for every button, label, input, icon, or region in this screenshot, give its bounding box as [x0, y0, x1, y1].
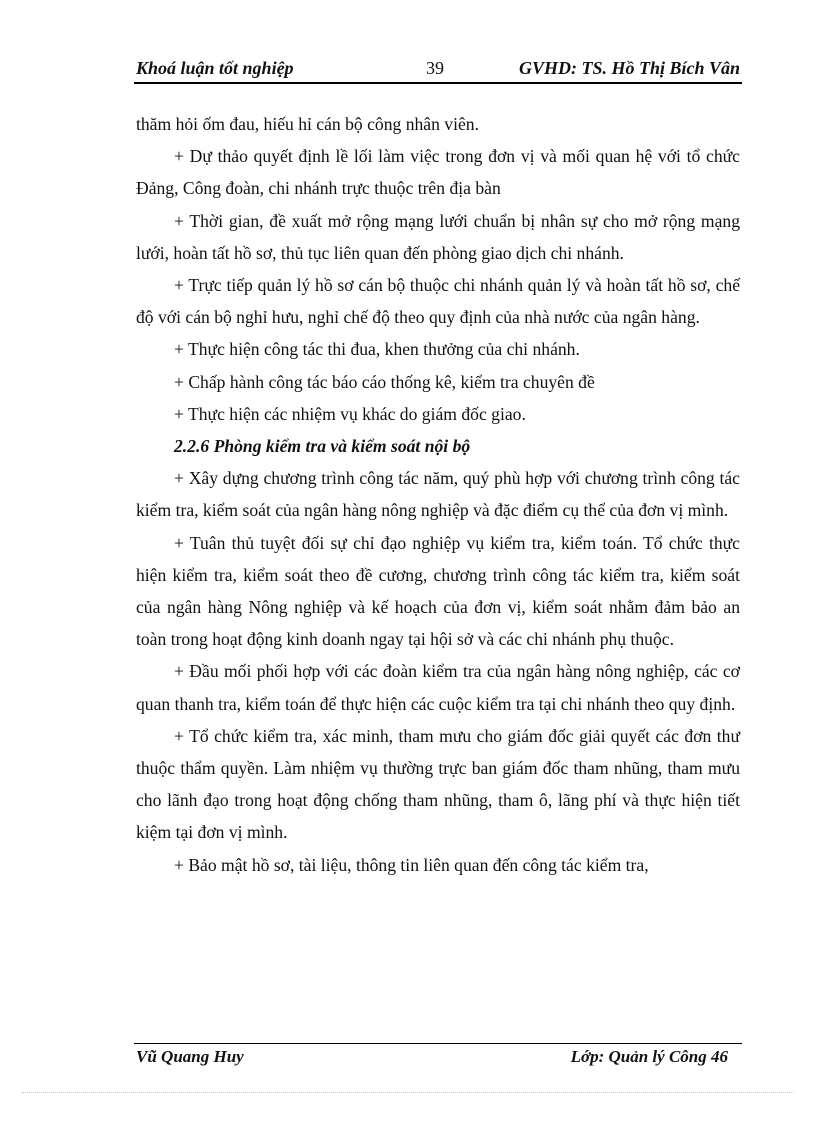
page-number: 39: [426, 58, 444, 78]
paragraph: + Đầu mối phối hợp với các đoàn kiểm tra của ngân hàng nông nghiệp, các cơ quan thanh tra, kiểm toán để thực hiện các cuộc kiểm tra tại chi nhánh theo quy định.: [136, 661, 740, 714]
paragraph: + Thực hiện công tác thi đua, khen thưởng của chi nhánh.: [174, 339, 580, 360]
paragraph: thăm hỏi ốm đau, hiếu hỉ cán bộ công nhân viên.: [136, 114, 480, 134]
page-footer: [134, 1043, 742, 1070]
paragraph: + Trực tiếp quản lý hồ sơ cán bộ thuộc chi nhánh quản lý và hoàn tất hồ sơ, chế độ với cán bộ nghỉ hưu, nghỉ chế độ theo quy định của nhà nước của ngân hàng.: [136, 275, 740, 328]
footer-author: Vũ Quang Huy: [136, 1047, 244, 1066]
footer-class: Lớp: Quản lý Công 46: [570, 1047, 728, 1066]
document-body: [136, 108, 740, 881]
section-heading: 2.2.6 Phòng kiểm tra và kiểm soát nội bộ: [174, 436, 471, 457]
page-header: [134, 56, 742, 84]
paragraph: + Bảo mật hồ sơ, tài liệu, thông tin liên quan đến công tác kiểm tra,: [174, 854, 649, 875]
header-thesis-title: Khoá luận tốt nghiệp: [136, 58, 294, 78]
paragraph: + Tuân thủ tuyệt đối sự chỉ đạo nghiệp vụ kiểm tra, kiểm toán. Tổ chức thực hiện kiểm tra, kiểm soát theo đề cương, chương trình công tác kiểm tra, kiểm soát của ngân hàng Nông nghiệp và kế hoạch của đơn vị, kiểm soát nhằm đảm bảo an toàn trong hoạt động kinh doanh ngay tại hội sở và các chi nhánh phụ thuộc.: [136, 532, 740, 650]
header-supervisor: GVHD: TS. Hồ Thị Bích Vân: [518, 58, 740, 78]
paragraph: + Chấp hành công tác báo cáo thống kê, kiểm tra chuyên đề: [174, 371, 595, 392]
paragraph: + Thời gian, đề xuất mở rộng mạng lưới chuẩn bị nhân sự cho mở rộng mạng lưới, hoàn tất hồ sơ, thủ tục liên quan đến phòng giao dịch chi nhánh.: [136, 210, 740, 263]
paragraph: + Xây dựng chương trình công tác năm, quý phù hợp với chương trình công tác kiểm tra, kiểm soát của ngân hàng nông nghiệp và đặc điểm cụ thể của đơn vị mình.: [136, 468, 740, 521]
paragraph: + Thực hiện các nhiệm vụ khác do giám đốc giao.: [174, 403, 526, 424]
paragraph: + Tổ chức kiểm tra, xác minh, tham mưu cho giám đốc giải quyết các đơn thư thuộc thẩm quyền. Làm nhiệm vụ thường trực ban giám đốc tham nhũng, tham mưu cho lãnh đạo trong hoạt động chống tham nhũng, tham ô, lãng phí và thực hiện tiết kiệm tại đơn vị mình.: [136, 725, 740, 843]
page-boundary-divider: [22, 1092, 794, 1093]
paragraph: + Dự thảo quyết định lề lối làm việc trong đơn vị và mối quan hệ với tổ chức Đảng, Công đoàn, chi nhánh trực thuộc trên địa bàn: [136, 146, 740, 199]
